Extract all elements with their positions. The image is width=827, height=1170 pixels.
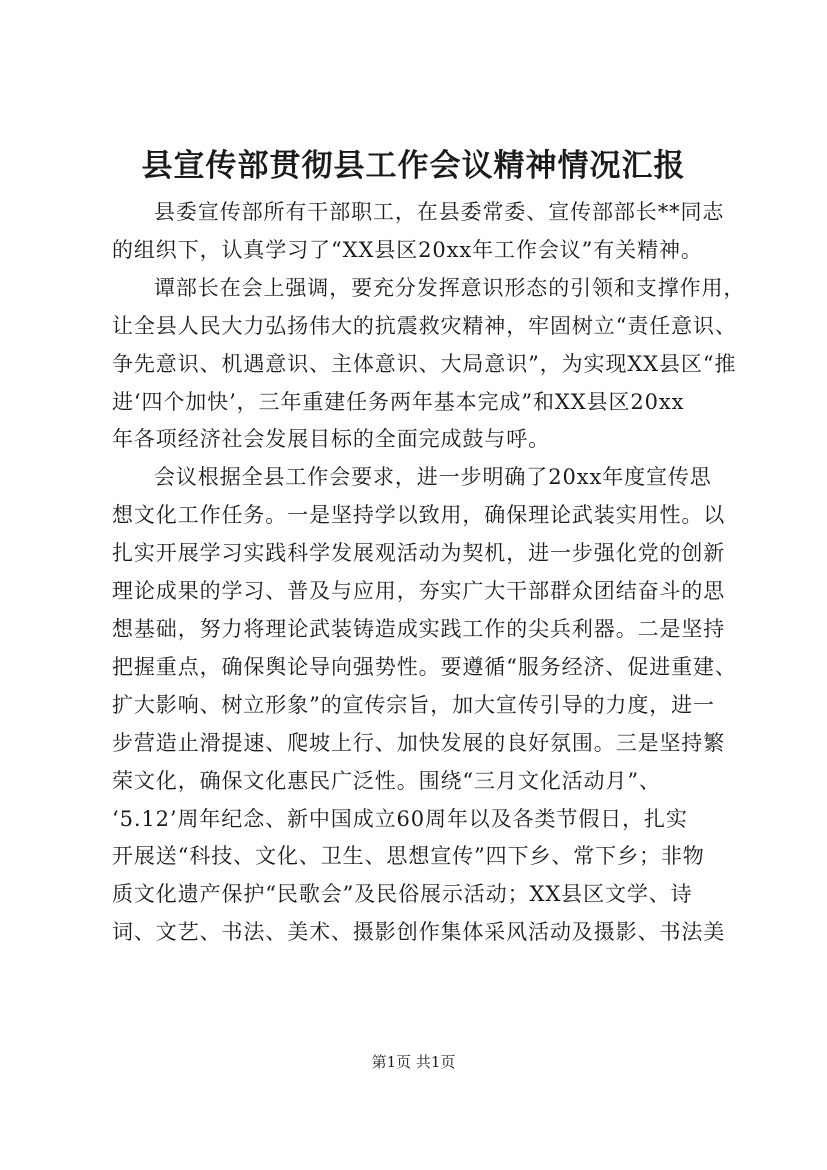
paragraph-2 [112,270,746,460]
paragraph-line: 荣文化，确保文化惠民广泛性。围绕“三月文化活动月”、 [112,768,661,793]
paragraph-line: ‘5.12’周年纪念、新中国成立60周年以及各类节假日，扎实 [112,806,688,831]
paragraph-line: 步营造止滑提速、爬坡上行、加快发展的良好氛围。三是坚持繁 [112,730,726,755]
paragraph-line: 开展送“科技、文化、卫生、思想宣传”四下乡、常下乡；非物 [112,844,705,869]
paragraph-line: 想基础，努力将理论武装铸造成实践工作的尖兵利器。二是坚持 [112,616,726,641]
paragraph-line: 进‘四个加快’，三年重建任务两年基本完成”和XX县区20xx [112,389,685,414]
paragraph-line: 让全县人民大力弘扬伟大的抗震救灾精神，牢固树立“责任意识、 [112,313,737,338]
paragraph-line: 会议根据全县工作会要求，进一步明确了20xx年度宣传思 [154,465,712,490]
paragraph-1 [112,194,724,270]
document-title: 县宣传部贯彻县工作会议精神情况汇报 [141,148,686,184]
paragraph-line: 年各项经济社会发展目标的全面完成鼓与呼。 [112,427,550,452]
paragraph-line: 质文化遗产保护“民歌会”及民俗展示活动；XX县区文学、诗 [112,882,693,907]
paragraph-line: 扩大影响、树立形象”的宣传宗旨，加大宣传引导的力度，进一 [112,692,715,717]
paragraph-line: 把握重点，确保舆论导向强势性。要遵循“服务经济、促进重建、 [112,654,737,679]
paragraph-line: 的组织下，认真学习了“XX县区20xx年工作会议”有关精神。 [112,237,703,262]
paragraph-line: 谭部长在会上强调，要充分发挥意识形态的引领和支撑作用， [154,275,746,300]
paragraph-line: 争先意识、机遇意识、主体意识、大局意识”，为实现XX县区“推 [112,351,737,376]
paragraph-line: 想文化工作任务。一是坚持学以致用，确保理论武装实用性。以 [112,503,726,528]
paragraph-line: 扎实开展学习实践科学发展观活动为契机，进一步强化党的创新 [112,541,726,566]
page-footer: 第1页 共1页 [371,1053,456,1071]
document-body [112,194,746,952]
paragraph-line: 县委宣传部所有干部职工，在县委常委、宣传部部长**同志 [154,200,725,224]
paragraph-line: 词、文艺、书法、美术、摄影创作集体采风活动及摄影、书法美 [112,920,726,945]
paragraph-line: 理论成果的学习、普及与应用，夯实广大干部群众团结奋斗的思 [112,579,726,604]
paragraph-3 [112,459,737,952]
